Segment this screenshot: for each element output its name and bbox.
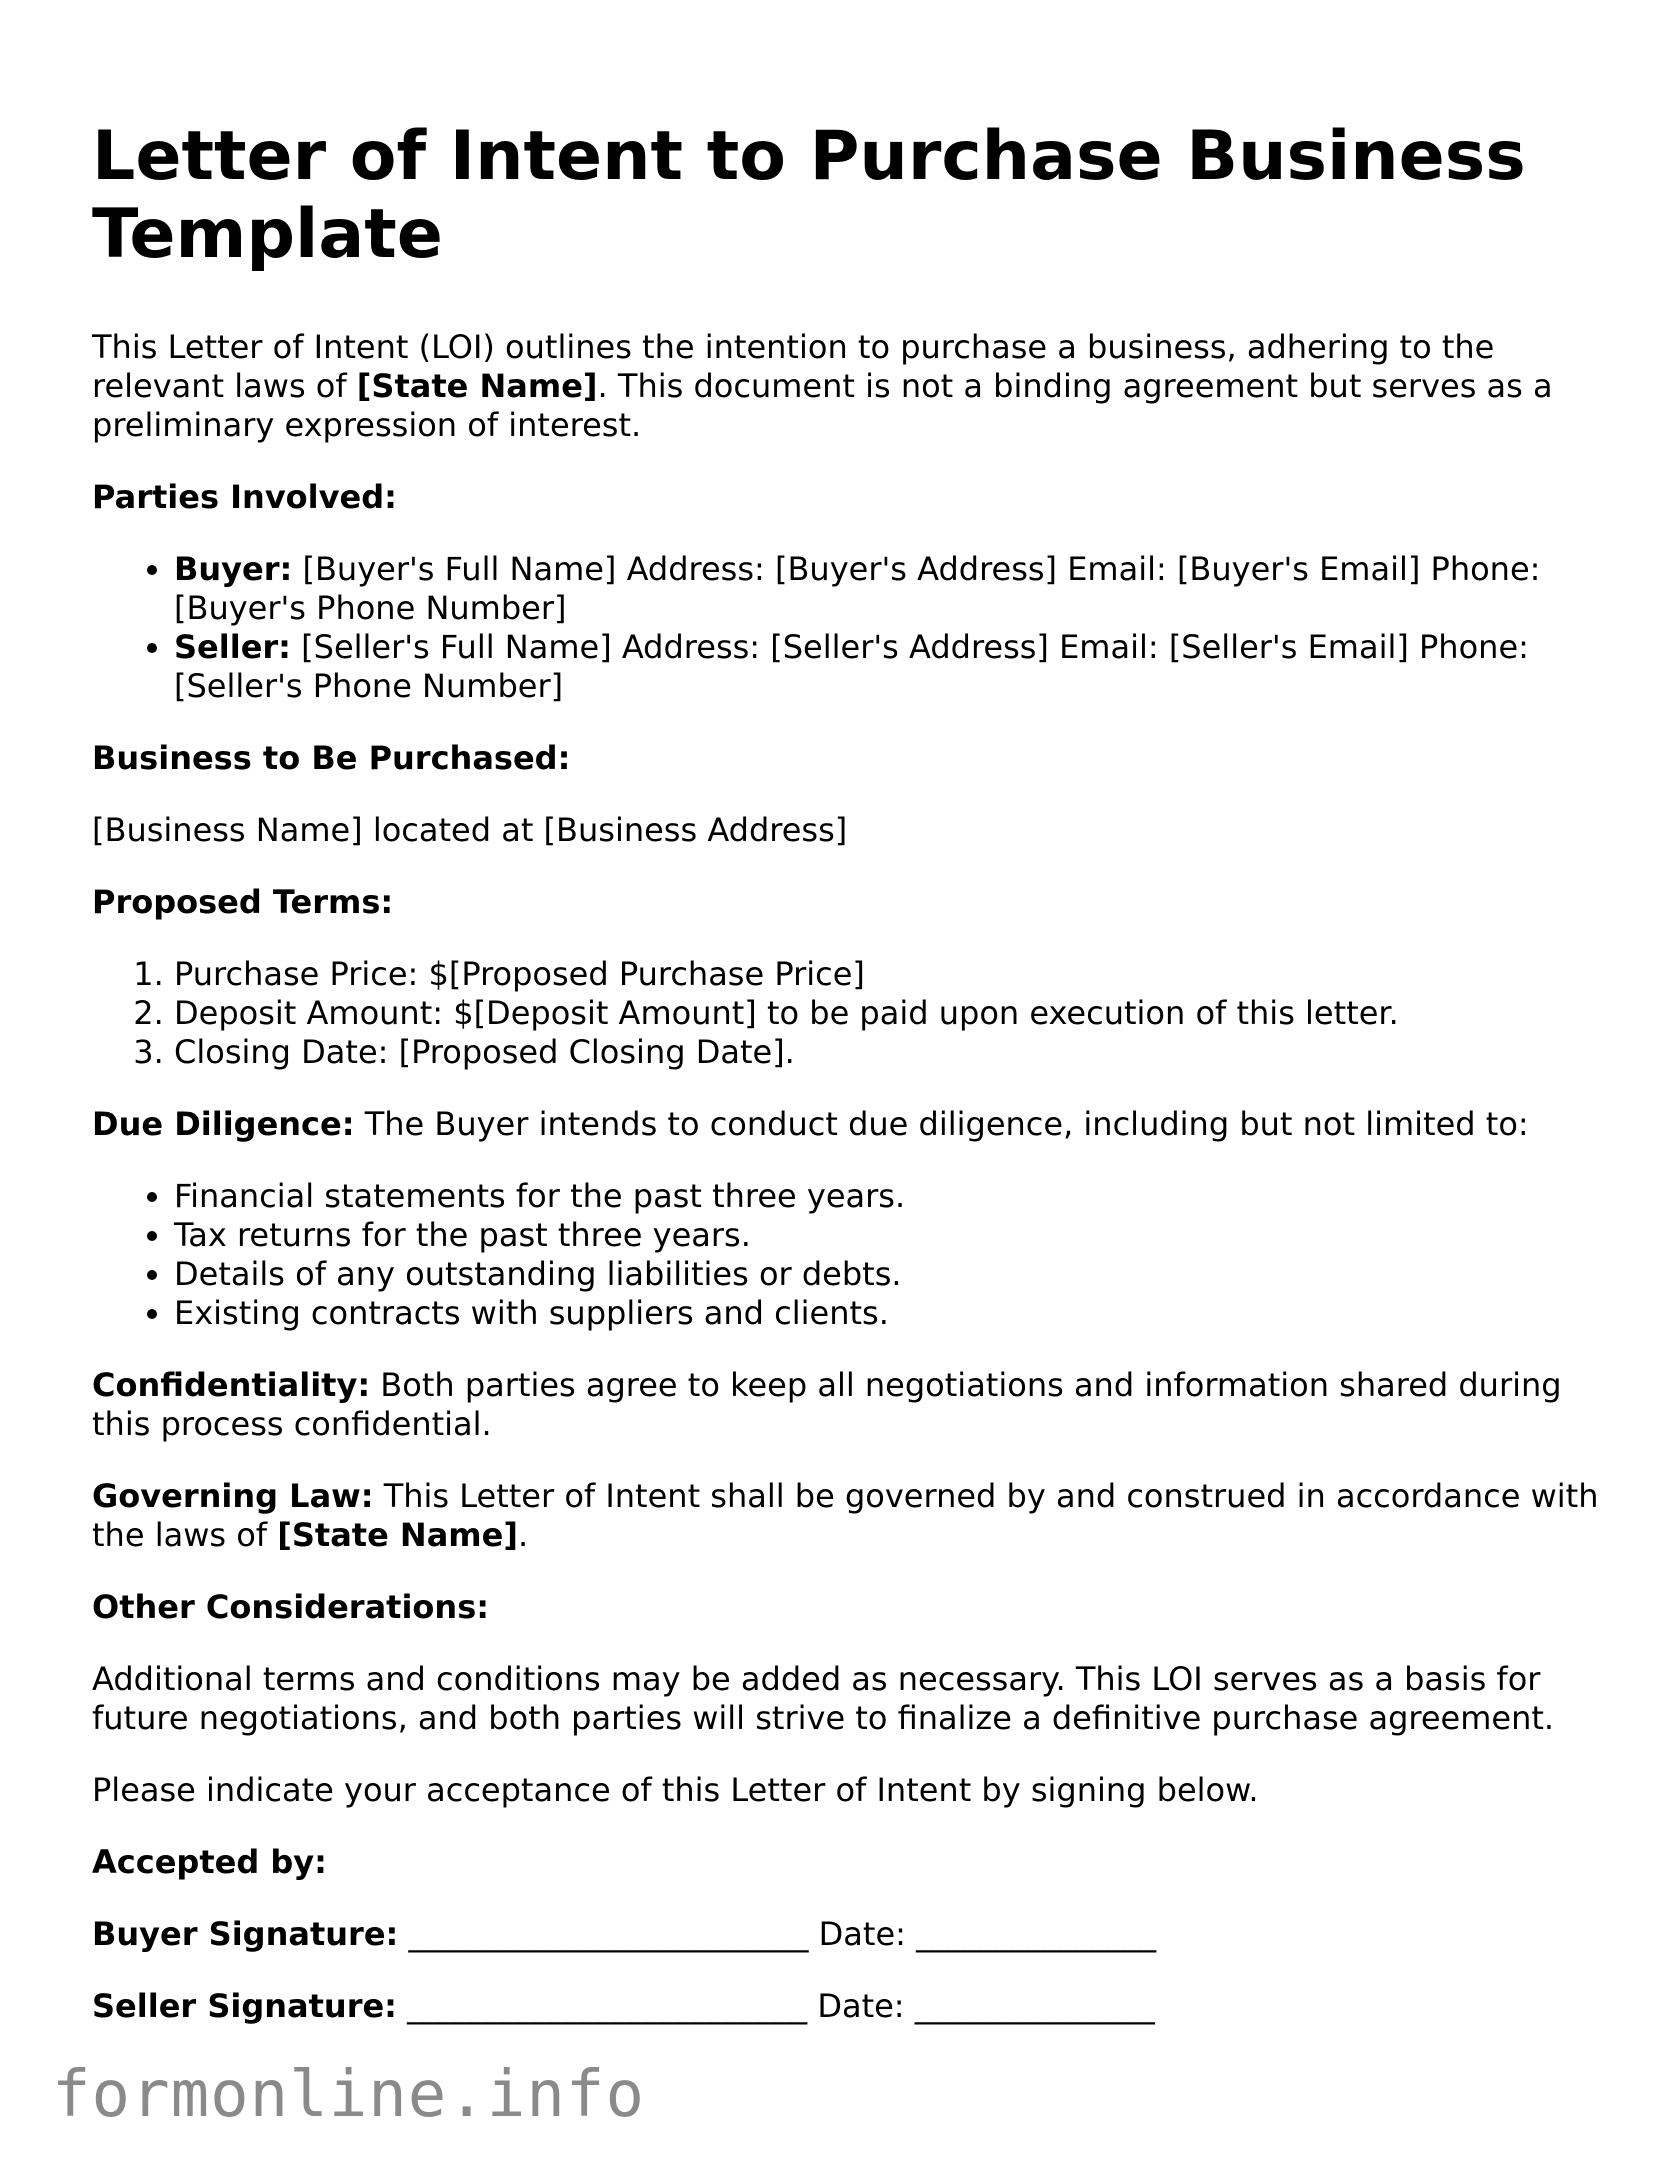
- intro-text-2: . This document is not a binding agreement but serves as a preliminary expression of interest.: [92, 367, 1553, 444]
- due-diligence-item: • Details of any outstanding liabilities or debts.: [174, 1255, 1612, 1294]
- watermark: formonline.info: [52, 2058, 645, 2132]
- other-considerations-heading: Other Considerations:: [92, 1588, 490, 1626]
- confidentiality-text: Both parties agree to keep all negotiations and information shared during this process confidential.: [92, 1366, 1562, 1443]
- party-seller-text: [Seller's Full Name] Address: [Seller's Address] Email: [Seller's Email] Phone: [Seller's Phone Number]: [174, 628, 1529, 705]
- document-title: Letter of Intent to Purchase Business Template: [92, 117, 1526, 274]
- governing-law-label: Governing Law:: [92, 1477, 374, 1515]
- buyer-signature-label: Buyer Signature:: [92, 1915, 399, 1953]
- seller-signature-row: [92, 1987, 1612, 2026]
- buyer-signature-row: [92, 1915, 1612, 1954]
- terms-heading: Proposed Terms:: [92, 883, 394, 921]
- accepted-by-heading: Accepted by:: [92, 1843, 327, 1881]
- buyer-signature-line: _________________________: [398, 1915, 819, 1953]
- due-diligence-item: • Tax returns for the past three years.: [174, 1216, 1612, 1255]
- party-buyer-label: Buyer:: [174, 550, 293, 588]
- party-buyer-text: [Buyer's Full Name] Address: [Buyer's Address] Email: [Buyer's Email] Phone: [Buyer's Phone Number]: [174, 550, 1541, 627]
- due-diligence-item: • Financial statements for the past three years.: [174, 1177, 1612, 1216]
- due-diligence-paragraph: [92, 1105, 1612, 1144]
- buyer-date-label: Date:: [818, 1915, 906, 1953]
- confidentiality-paragraph: [92, 1366, 1612, 1444]
- due-diligence-list: [92, 1177, 1612, 1333]
- terms-list: [92, 955, 1612, 1072]
- acceptance-request: Please indicate your acceptance of this Letter of Intent by signing below.: [92, 1771, 1259, 1809]
- other-considerations-text: Additional terms and conditions may be added as necessary. This LOI serves as a basis for future negotiations, and both parties will strive to finalize a definitive purchase agreement.: [92, 1660, 1555, 1737]
- due-diligence-item: • Existing contracts with suppliers and clients.: [174, 1294, 1612, 1333]
- governing-law-state-name: [State Name]: [277, 1516, 518, 1554]
- seller-date-line: _______________: [904, 1987, 1155, 2025]
- seller-date-label: Date:: [817, 1987, 905, 2025]
- term-closing-date: 3. Closing Date: [Proposed Closing Date].: [174, 1033, 1612, 1072]
- party-seller-label: Seller:: [174, 628, 291, 666]
- confidentiality-label: Confidentiality:: [92, 1366, 371, 1404]
- intro-text-1: This Letter of Intent (LOI) outlines the intention to purchase a business, adhering to the relevant laws of: [92, 328, 1495, 405]
- seller-signature-line: _________________________: [396, 1987, 818, 2025]
- seller-signature-label: Seller Signature:: [92, 1987, 397, 2025]
- governing-law-end: .: [517, 1516, 529, 1554]
- business-text: [Business Name] located at [Business Address]: [92, 811, 848, 849]
- buyer-date-line: _______________: [905, 1915, 1157, 1953]
- governing-law-paragraph: [92, 1477, 1612, 1555]
- due-diligence-text: The Buyer intends to conduct due diligence, including but not limited to:: [354, 1105, 1529, 1143]
- document-page: [92, 118, 1612, 2059]
- due-diligence-label: Due Diligence:: [92, 1105, 355, 1143]
- intro-state-name: [State Name]: [356, 367, 598, 405]
- intro-paragraph: [92, 328, 1612, 445]
- party-seller: [174, 628, 1612, 706]
- party-buyer: [174, 550, 1612, 628]
- term-deposit-amount: 2. Deposit Amount: $[Deposit Amount] to be paid upon execution of this letter.: [174, 994, 1612, 1033]
- parties-list: [92, 550, 1612, 706]
- term-purchase-price: 1. Purchase Price: $[Proposed Purchase Price]: [174, 955, 1612, 994]
- governing-law-text: This Letter of Intent shall be governed by and construed in accordance with the laws of: [92, 1477, 1599, 1554]
- parties-heading: Parties Involved:: [92, 478, 397, 516]
- business-heading: Business to Be Purchased:: [92, 739, 571, 777]
